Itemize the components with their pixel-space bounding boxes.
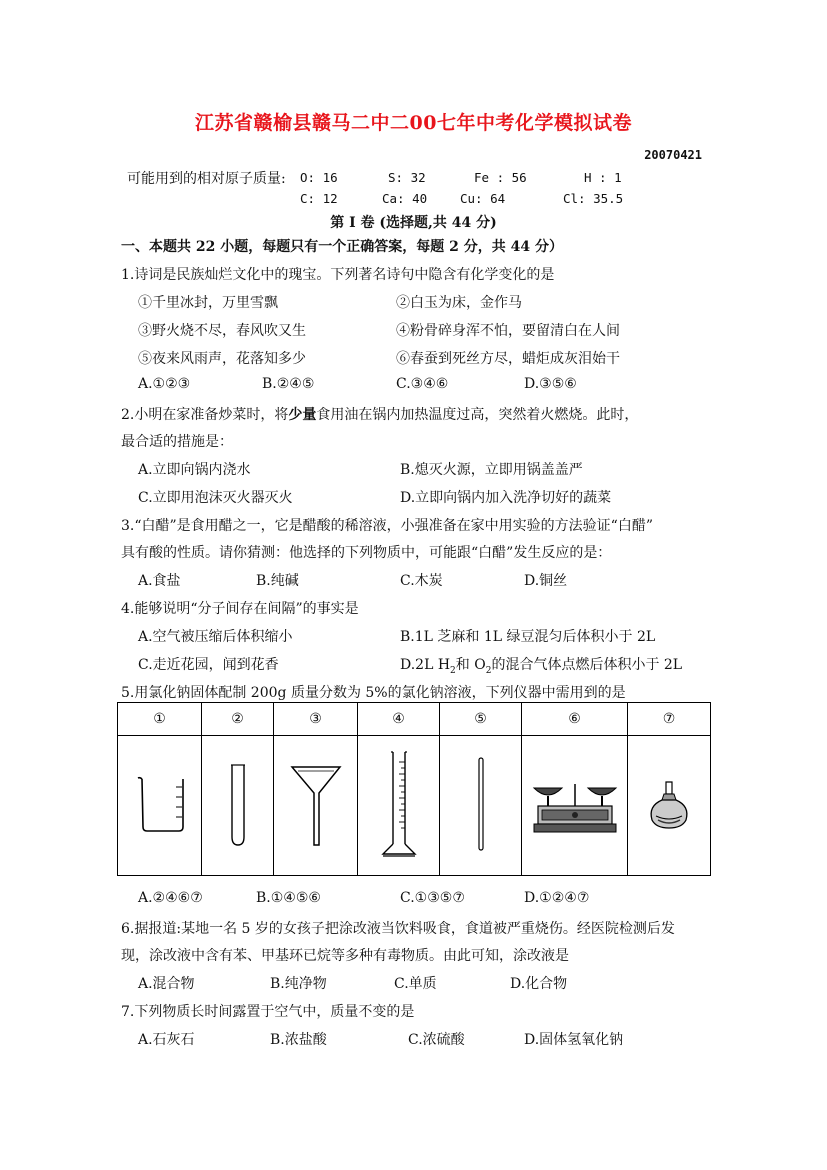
- apparatus-header-row: [118, 703, 711, 736]
- mass-ca: Ca: 40: [382, 191, 428, 206]
- q4-d-text-3: 的混合气体点燃后体积小于 2L: [491, 657, 683, 673]
- q5-option-b: B.①④⑤⑥: [256, 890, 321, 906]
- q5-option-d: D.①②④⑦: [524, 890, 590, 906]
- q5-option-a: A.②④⑥⑦: [138, 890, 203, 906]
- q1-option-a: A.①②③: [138, 376, 191, 392]
- q3-option-c: C.木炭: [400, 573, 443, 589]
- q4-option-b: B.1L 芝麻和 1L 绿豆混匀后体积小于 2L: [400, 629, 656, 645]
- mass-o: O: 16: [300, 170, 338, 185]
- q2-option-b: B.熄灭火源，立即用锅盖盖严: [400, 462, 583, 478]
- apparatus-cell-3: [274, 736, 358, 876]
- q4-d-text-2: 和 O: [455, 657, 486, 673]
- q1-option-d: D.③⑤⑥: [524, 376, 577, 392]
- q2-option-a: A.立即向锅内浇水: [138, 462, 251, 478]
- q4-option-d: [400, 654, 682, 676]
- q1-item-3: ③野火烧不尽，春风吹又生: [138, 323, 306, 339]
- question-1-stem: 1.诗词是民族灿烂文化中的瑰宝。下列著名诗句中隐含有化学变化的是: [121, 267, 555, 283]
- apparatus-cell-6: [522, 736, 628, 876]
- page-title: 江苏省赣榆县赣马二中二00七年中考化学模拟试卷: [195, 112, 632, 134]
- q1-item-6: ⑥春蚕到死丝方尽，蜡炬成灰泪始干: [396, 351, 620, 367]
- apparatus-cell-2: [202, 736, 274, 876]
- apparatus-table: [117, 702, 711, 876]
- section-title: 第 I 卷 (选择题,共 44 分): [330, 215, 497, 231]
- q3-stem-line-2: 具有酸的性质。请你猜测：他选择的下列物质中，可能跟“白醋”发生反应的是：: [121, 545, 612, 561]
- balance-icon: [528, 772, 622, 836]
- q1-option-c: C.③④⑥: [396, 376, 449, 392]
- mass-cl: Cl: 35.5: [563, 191, 624, 206]
- apparatus-header-7: ⑦: [628, 703, 711, 736]
- apparatus-image-row: [118, 736, 711, 876]
- q1-item-4: ④粉骨碎身浑不怕，要留清白在人间: [396, 323, 620, 339]
- q6-option-d: D.化合物: [510, 976, 568, 992]
- q2-stem-bold: 少量: [288, 407, 317, 423]
- mass-h: H : 1: [584, 170, 622, 185]
- q4-option-a: A.空气被压缩后体积缩小: [138, 629, 293, 645]
- funnel-icon: [286, 759, 346, 849]
- q7-option-a: A.石灰石: [138, 1032, 195, 1048]
- alcohol-lamp-icon: [644, 776, 694, 832]
- question-7-stem: 7.下列物质长时间露置于空气中，质量不变的是: [121, 1004, 415, 1020]
- q3-option-d: D.铜丝: [524, 573, 568, 589]
- apparatus-header-6: ⑥: [522, 703, 628, 736]
- apparatus-header-2: ②: [202, 703, 274, 736]
- q7-option-d: D.固体氢氧化钠: [524, 1032, 624, 1048]
- apparatus-cell-1: [118, 736, 202, 876]
- apparatus-cell-7: [628, 736, 711, 876]
- apparatus-header-4: ④: [358, 703, 440, 736]
- q6-option-c: C.单质: [394, 976, 437, 992]
- q7-option-c: C.浓硫酸: [408, 1032, 465, 1048]
- apparatus-cell-4: [358, 736, 440, 876]
- question-4-stem: 4.能够说明“分子间存在间隔”的事实是: [121, 601, 359, 617]
- graduated-cylinder-icon: [379, 748, 419, 860]
- q4-option-c: C.走近花园，闻到花香: [138, 657, 279, 673]
- mass-c: C: 12: [300, 191, 338, 206]
- q4-d-text-1: D.2L H: [400, 657, 451, 673]
- q7-option-b: B.浓盐酸: [270, 1032, 327, 1048]
- q3-option-b: B.纯碱: [256, 573, 299, 589]
- mass-s: S: 32: [388, 170, 426, 185]
- q2-stem-line-2: 最合适的措施是：: [121, 434, 233, 450]
- glass-rod-icon: [471, 754, 491, 854]
- mass-cu: Cu: 64: [460, 191, 506, 206]
- q6-option-b: B.纯净物: [270, 976, 327, 992]
- q6-stem-line-2: 现，涂改液中含有苯、甲基环已烷等多种有毒物质。由此可知，涂改液是: [121, 948, 569, 964]
- question-5-stem: 5.用氯化钠固体配制 200g 质量分数为 5%的氯化钠溶液，下列仪器中需用到的是: [121, 685, 626, 701]
- q5-option-c: C.①③⑤⑦: [400, 890, 465, 906]
- q1-item-2: ②白玉为床，金作马: [396, 295, 522, 311]
- apparatus-header-5: ⑤: [440, 703, 522, 736]
- q4-d-sub-1: 2: [450, 665, 456, 676]
- question-2-stem: [121, 404, 638, 424]
- q1-item-5: ⑤夜来风雨声，花落知多少: [138, 351, 306, 367]
- q1-option-b: B.②④⑤: [262, 376, 315, 392]
- apparatus-header-3: ③: [274, 703, 358, 736]
- q3-option-a: A.食盐: [138, 573, 181, 589]
- apparatus-header-1: ①: [118, 703, 202, 736]
- q2-option-c: C.立即用泡沫灭火器灭火: [138, 490, 293, 506]
- q2-stem-part-a: 2.小明在家准备炒菜时，将: [121, 407, 289, 423]
- apparatus-cell-5: [440, 736, 522, 876]
- test-tube-icon: [223, 759, 253, 849]
- question-6-stem: 6.据报道:某地一名 5 岁的女孩子把涂改液当饮料吸食，食道被严重烧伤。经医院检测后发: [121, 921, 675, 937]
- question-3-stem: 3.“白醋”是食用醋之一，它是醋酸的稀溶液，小强准备在家中用实验的方法验证“白醋”: [121, 518, 653, 534]
- beaker-icon: [130, 769, 190, 839]
- part-heading: 一、本题共 22 小题，每题只有一个正确答案，每题 2 分，共 44 分）: [121, 239, 563, 255]
- q4-d-sub-2: 2: [485, 665, 492, 676]
- exam-date: 20070421: [644, 148, 702, 162]
- q6-option-a: A.混合物: [138, 976, 195, 992]
- q2-stem-part-b: 食用油在锅内加热温度过高，突然着火燃烧。此时，: [316, 407, 639, 423]
- q2-option-d: D.立即向锅内加入洗净切好的蔬菜: [400, 490, 612, 506]
- atomic-mass-intro: 可能用到的相对原子质量:: [127, 171, 286, 187]
- q1-item-1: ①千里冰封，万里雪飘: [138, 295, 278, 311]
- mass-fe: Fe : 56: [474, 170, 527, 185]
